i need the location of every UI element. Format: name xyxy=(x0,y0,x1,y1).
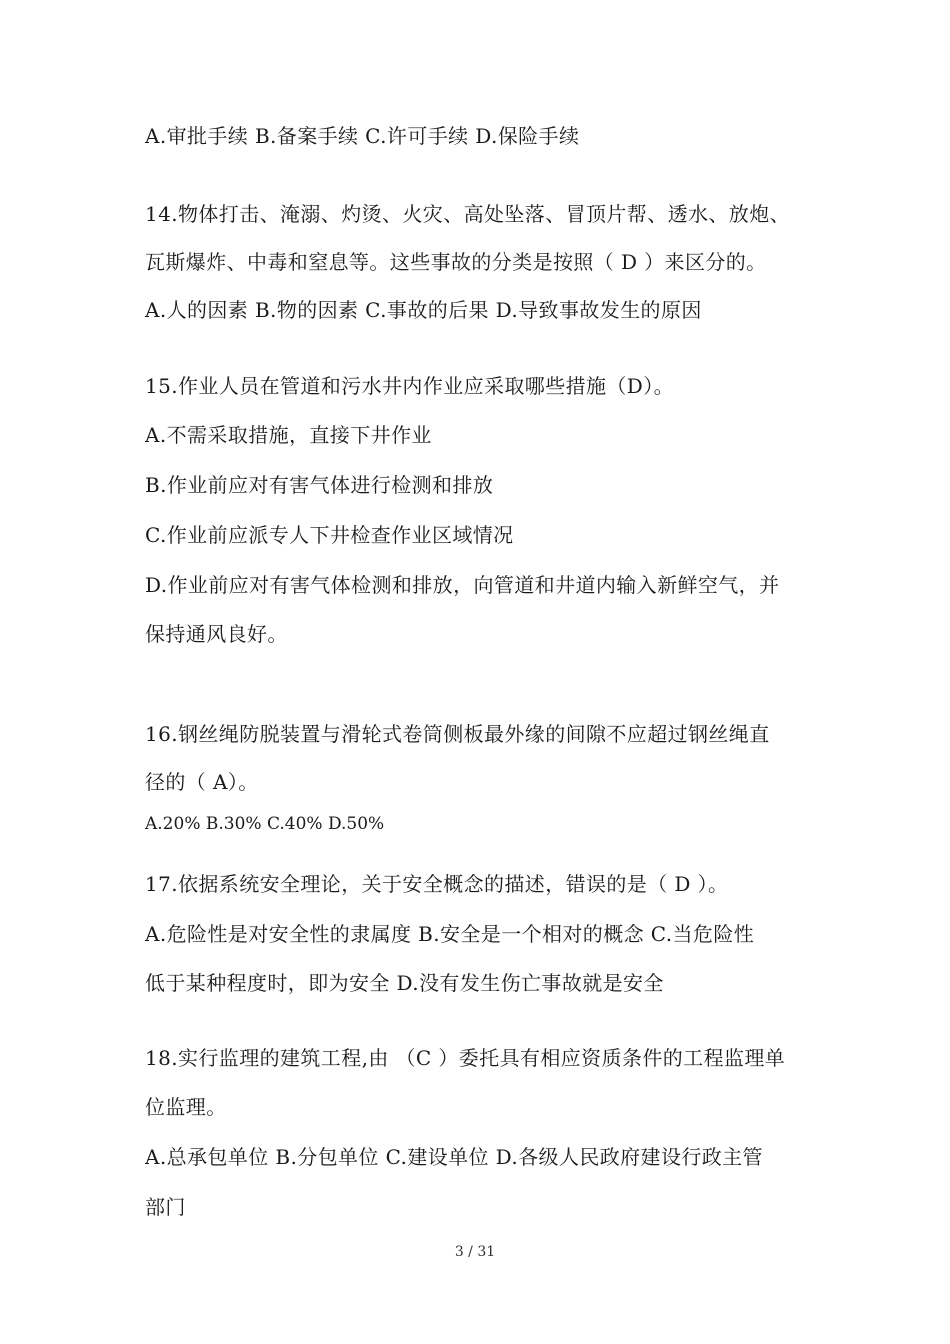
q15-option-a: A.不需采取措施，直接下井作业 xyxy=(145,423,432,447)
q16-stem-line2: 径的（ A）。 xyxy=(145,770,259,794)
q18-stem-line1: 18.实行监理的建筑工程,由 （C ）委托具有相应资质条件的工程监理单 xyxy=(145,1046,786,1070)
q16-stem-line1: 16.钢丝绳防脱装置与滑轮式卷筒侧板最外缘的间隙不应超过钢丝绳直 xyxy=(145,722,770,746)
q17-options-line2: 低于某种程度时，即为安全 D.没有发生伤亡事故就是安全 xyxy=(145,971,664,995)
q14-options: A.人的因素 B.物的因素 C.事故的后果 D.导致事故发生的原因 xyxy=(145,298,702,322)
q18-options-line1: A.总承包单位 B.分包单位 C.建设单位 D.各级人民政府建设行政主管 xyxy=(145,1145,763,1169)
q15-option-c: C.作业前应派专人下井检查作业区域情况 xyxy=(145,523,514,547)
q15-option-b: B.作业前应对有害气体进行检测和排放 xyxy=(145,473,494,497)
q17-options-line1: A.危险性是对安全性的隶属度 B.安全是一个相对的概念 C.当危险性 xyxy=(145,922,755,946)
q15-stem: 15.作业人员在管道和污水井内作业应采取哪些措施（D）。 xyxy=(145,374,675,398)
q14-stem-line1: 14.物体打击、淹溺、灼烫、火灾、高处坠落、冒顶片帮、透水、放炮、 xyxy=(145,202,791,226)
q15-option-d-line1: D.作业前应对有害气体检测和排放，向管道和井道内输入新鲜空气，并 xyxy=(145,573,780,597)
q15-option-d-line2: 保持通风良好。 xyxy=(145,622,288,646)
q13-options: A.审批手续 B.备案手续 C.许可手续 D.保险手续 xyxy=(145,124,580,148)
q16-options: A.20% B.30% C.40% D.50% xyxy=(145,814,385,834)
q14-stem-line2: 瓦斯爆炸、中毒和窒息等。这些事故的分类是按照（ D ）来区分的。 xyxy=(145,250,767,274)
q17-stem: 17.依据系统安全理论，关于安全概念的描述，错误的是（ D ）。 xyxy=(145,872,729,896)
q18-stem-line2: 位监理。 xyxy=(145,1095,227,1119)
page-number: 3 / 31 xyxy=(454,1244,496,1260)
q18-options-line2: 部门 xyxy=(145,1195,186,1219)
